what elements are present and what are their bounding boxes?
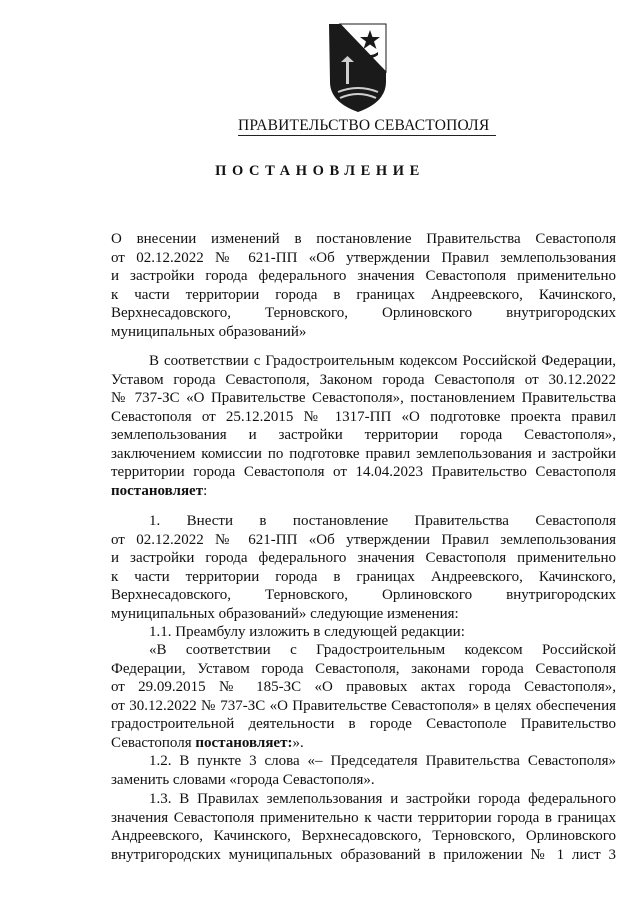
government-name: ПРАВИТЕЛЬСТВО СЕВАСТОПОЛЯ <box>238 117 490 134</box>
item-line: заменить словами «города Севастополя». <box>111 771 375 788</box>
item-line: значения Севастополя применительно к части территории города в границах <box>111 809 616 826</box>
preamble-line: территории города Севастополя от 14.04.2023 Правительство Севастополя <box>111 464 616 480</box>
sevastopol-coat-of-arms-icon <box>326 22 390 114</box>
preamble-line: В соответствии с Градостроительным кодексом Российской Федерации, <box>149 353 616 369</box>
preamble-line: Уставом города Севастополя, Законом города Севастополя от 30.12.2022 <box>111 371 616 388</box>
preamble-line: заключением комиссии по подготовке правил землепользования и застройки <box>111 445 616 462</box>
quote-close: ». <box>292 734 304 751</box>
quote-line: от 29.09.2015 № 185-ЗС «О правовых актах города Севастополя», <box>111 679 616 695</box>
preamble-final-line <box>111 482 616 501</box>
subject-line: муниципальных образований» <box>111 323 307 340</box>
item-1-2-block <box>111 752 616 789</box>
preamble-line: землепользования и застройки территории города Севастополя», <box>111 427 616 443</box>
item-line: 1.3. В Правилах землепользования и застройки города федерального <box>149 791 616 807</box>
item-1-3-block <box>111 790 616 864</box>
item-line: от 02.12.2022 № 621-ПП «Об утверждении Правил землепользования <box>111 531 616 548</box>
quote-decree-keyword: постановляет: <box>195 734 293 751</box>
quote-block <box>111 641 616 752</box>
quote-line: Федерации, Уставом города Севастополя, законами города Севастополя <box>111 660 616 677</box>
quote-line: «В соответствии с Градостроительным кодексом Российской <box>149 642 616 658</box>
subject-block <box>111 230 616 341</box>
quote-final-line <box>111 734 616 753</box>
subject-line: от 02.12.2022 № 621-ПП «Об утверждении Правил землепользования <box>111 249 616 266</box>
document-title: ПОСТАНОВЛЕНИЕ <box>215 163 425 179</box>
colon: : <box>203 482 208 499</box>
subject-line: О внесении изменений в постановление Правительства Севастополя <box>111 231 616 247</box>
item-line: к части территории города в границах Андреевского, Качинского, <box>111 568 616 585</box>
item-1-1: 1.1. Преамбулу изложить в следующей редакции: <box>149 624 465 640</box>
item-line: муниципальных образований» следующие изменения: <box>111 605 459 622</box>
subject-line: Верхнесадовского, Терновского, Орлиновского внутригородских <box>111 305 616 321</box>
quote-text: Севастополя <box>111 734 192 751</box>
item-line: и застройки города федерального значения Севастополя применительно <box>111 550 616 566</box>
subject-line: к части территории города в границах Андреевского, Качинского, <box>111 286 616 303</box>
subject-line: и застройки города федерального значения Севастополя применительно <box>111 268 616 284</box>
decree-keyword: постановляет <box>111 482 204 499</box>
preamble-line: № 737-ЗС «О Правительстве Севастополя», постановлением Правительства <box>111 390 616 406</box>
preamble-block <box>111 352 616 500</box>
item-1-block <box>111 512 616 642</box>
item-line: Андреевского, Качинского, Верхнесадовского, Терновского, Орлиновского <box>111 828 616 844</box>
item-line: внутригородских муниципальных образований в приложении № 1 лист 3 <box>111 846 616 863</box>
quote-line: от 30.12.2022 № 737-ЗС «О Правительстве Севастополя» в целях обеспечения <box>111 697 616 714</box>
item-line: 1.2. В пункте 3 слова «– Председателя Правительства Севастополя» <box>149 753 616 769</box>
preamble-line: Севастополя от 25.12.2015 № 1317-ПП «О подготовке проекта правил <box>111 408 616 425</box>
quote-line: градостроительной деятельности в городе Севастополе Правительство <box>111 716 616 732</box>
item-line: Верхнесадовского, Терновского, Орлиновского внутригородских <box>111 587 616 603</box>
header-divider <box>238 135 496 136</box>
item-line: 1. Внести в постановление Правительства Севастополя <box>149 513 616 529</box>
